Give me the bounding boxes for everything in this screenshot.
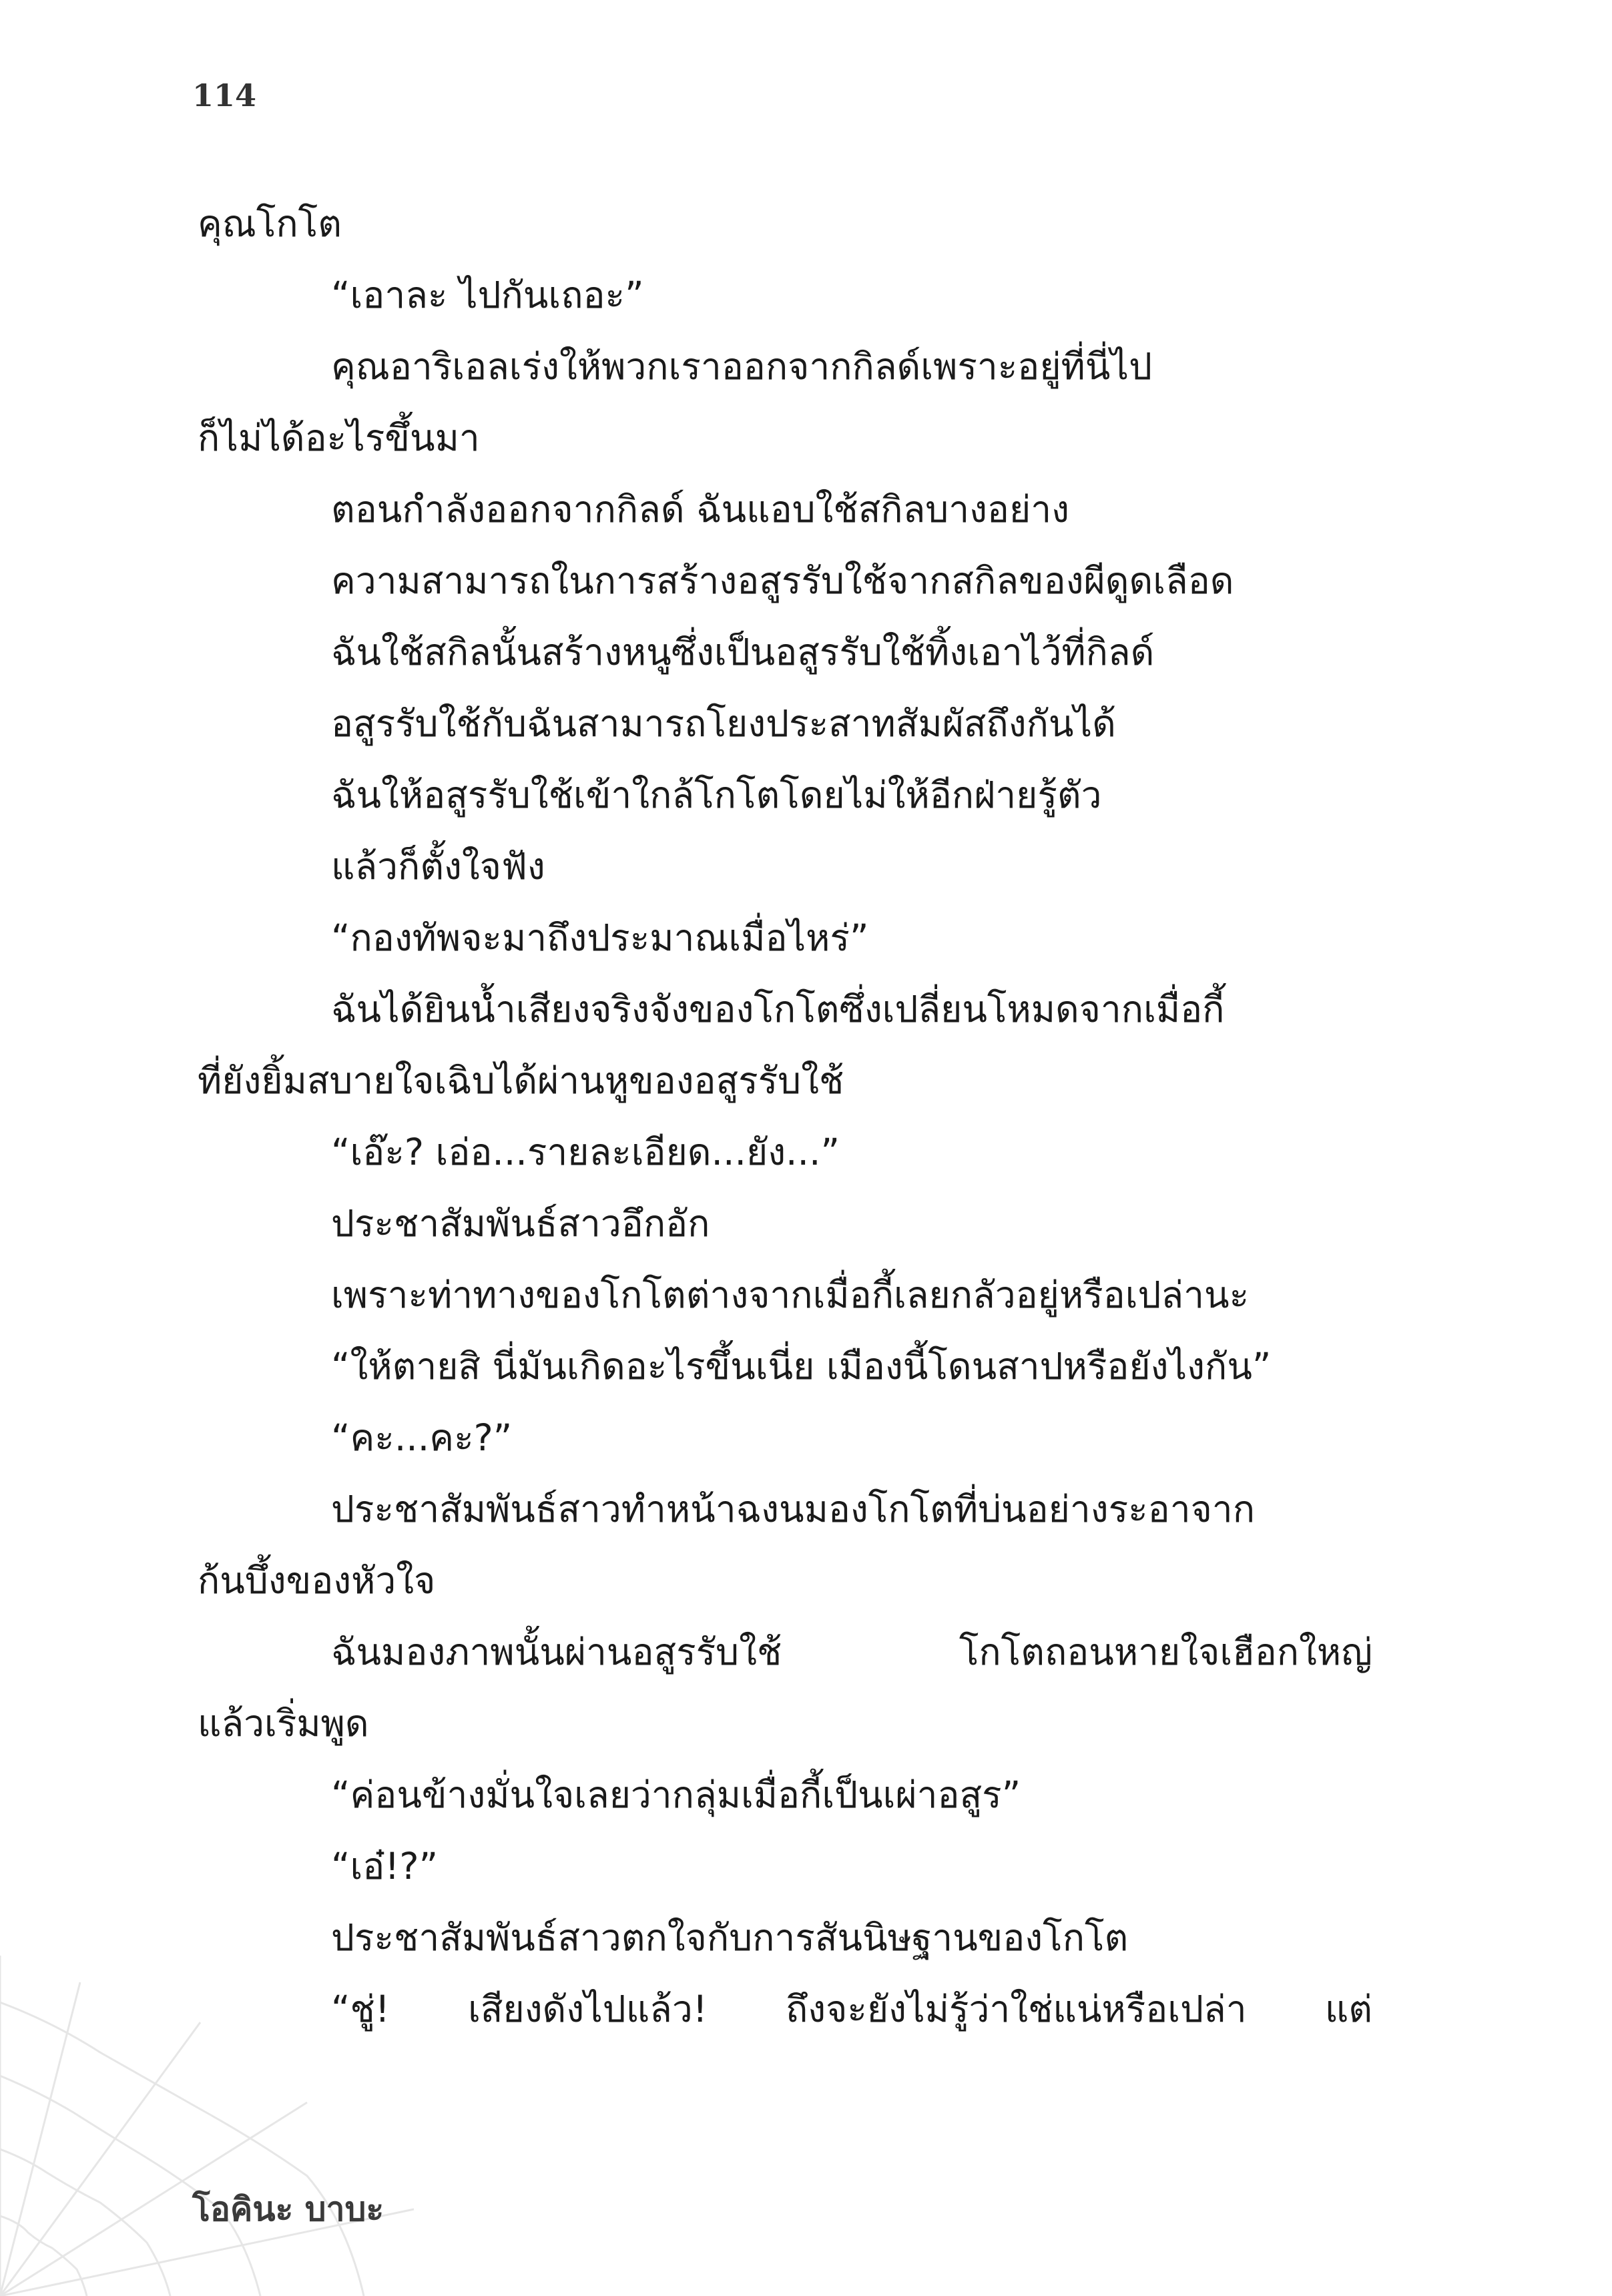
text-line: ที่ยังยิ้มสบายใจเฉิบได้ผ่านหูของอสูรรับใช้ xyxy=(198,1059,844,1102)
text-line: “คะ...คะ?” xyxy=(331,1416,513,1459)
text-line: คุณอาริเอลเร่งให้พวกเราออกจากกิลด์เพราะอยู่ที่นี่ไป xyxy=(331,345,1152,388)
text-line: ฉันให้อสูรรับใช้เข้าใกล้โกโตโดยไม่ให้อีกฝ่ายรู้ตัว xyxy=(331,774,1102,816)
text-line: “ชู่! เสียงดังไปแล้ว! ถึงจะยังไม่รู้ว่าใช่แน่หรือเปล่า แต่ xyxy=(331,1988,1372,2030)
spider-web-decoration xyxy=(0,1929,467,2296)
text-line: ฉันได้ยินน้ำเสียงจริงจังของโกโตซึ่งเปลี่ยนโหมดจากเมื่อกี้ xyxy=(331,988,1225,1031)
text-line: คุณโกโต xyxy=(198,202,342,245)
text-line: ก้นบึ้งของหัวใจ xyxy=(198,1559,436,1602)
text-line: แล้วเริ่มพูด xyxy=(198,1702,369,1745)
text-line: อสูรรับใช้กับฉันสามารถโยงประสาทสัมผัสถึงกันได้ xyxy=(331,702,1116,745)
body-text xyxy=(198,188,1372,2045)
text-line: แล้วก็ตั้งใจฟัง xyxy=(331,845,545,888)
text-line: ประชาสัมพันธ์สาวอึกอัก xyxy=(331,1202,710,1245)
text-line: ประชาสัมพันธ์สาวตกใจกับการสันนิษฐานของโกโต xyxy=(331,1916,1129,1959)
text-line: “เอ๊ะ? เอ่อ...รายละเอียด...ยัง...” xyxy=(331,1131,840,1173)
text-line: เพราะท่าทางของโกโตต่างจากเมื่อกี้เลยกลัวอยู่หรือเปล่านะ xyxy=(331,1273,1250,1316)
text-line: ฉันใช้สกิลนั้นสร้างหนูซึ่งเป็นอสูรรับใช้ทิ้งเอาไว้ที่กิลด์ xyxy=(331,631,1155,673)
book-title-footer: โอคินะ บาบะ xyxy=(192,2190,384,2229)
text-line: ตอนกำลังออกจากกิลด์ ฉันแอบใช้สกิลบางอย่าง xyxy=(331,488,1069,531)
text-line: “ค่อนข้างมั่นใจเลยว่ากลุ่มเมื่อกี้เป็นเผ่าอสูร” xyxy=(331,1773,1021,1816)
text-line: ฉันมองภาพนั้นผ่านอสูรรับใช้ โกโตถอนหายใจเฮือกใหญ่ xyxy=(331,1631,1372,1673)
text-line: “กองทัพจะมาถึงประมาณเมื่อไหร่” xyxy=(331,916,869,959)
text-line: ความสามารถในการสร้างอสูรรับใช้จากสกิลของผีดูดเลือด xyxy=(331,559,1234,602)
text-line: “เอาละ ไปกันเถอะ” xyxy=(331,274,644,316)
text-line: “ให้ตายสิ นี่มันเกิดอะไรขึ้นเนี่ย เมืองนี้โดนสาปหรือยังไงกัน” xyxy=(331,1345,1272,1388)
text-line: ประชาสัมพันธ์สาวทำหน้าฉงนมองโกโตที่บ่นอย่างระอาจาก xyxy=(331,1488,1255,1530)
page-number: 114 xyxy=(192,77,257,113)
text-line: “เอ๋!?” xyxy=(331,1845,439,1888)
text-line: ก็ไม่ได้อะไรขึ้นมา xyxy=(198,416,480,459)
